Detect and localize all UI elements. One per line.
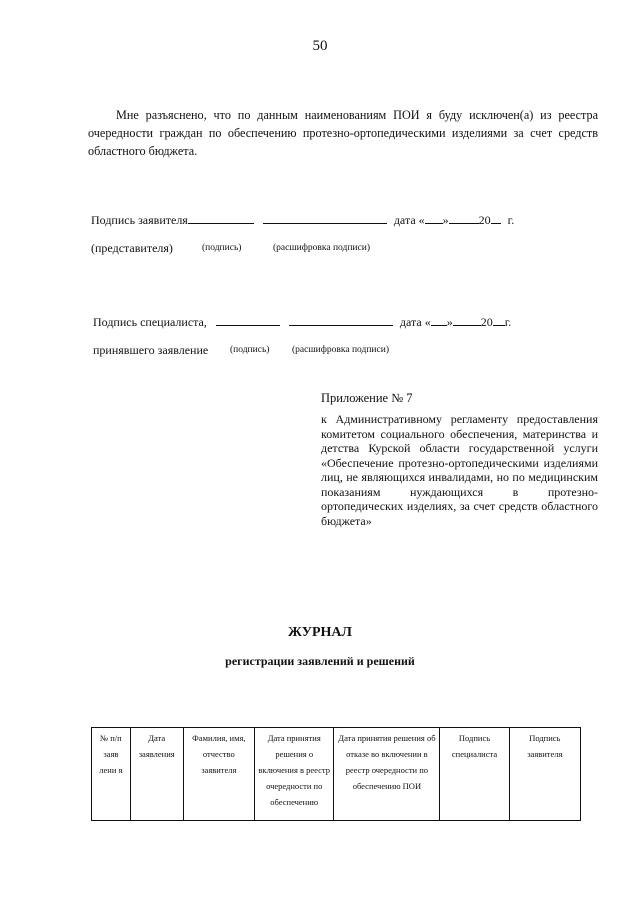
specialist-signature-label: Подпись специалиста, — [93, 315, 207, 329]
applicant-date-prefix: дата « — [393, 213, 425, 227]
specialist-year-prefix: 20 — [480, 315, 493, 329]
column-header-number: № п/п заяв лени я — [92, 728, 131, 821]
column-header-specialist-signature: Подпись специалиста — [440, 728, 509, 821]
column-header-inclusion-date: Дата принятия решения о включения в реестр очередности по обеспечению — [254, 728, 333, 821]
specialist-date-prefix: дата « — [399, 315, 431, 329]
specialist-date-mid: » — [446, 315, 453, 329]
applicant-year-suffix: г. — [507, 213, 515, 227]
page-number: 50 — [312, 38, 328, 54]
specialist-received-label: принявшего заявление — [93, 343, 209, 357]
explanation-paragraph: Мне разъяснено, что по данным наименованиям ПОИ я буду исключен(а) из реестра очередности граждан по обеспечению протезно-ортопедическими изделиями за счет средств областного бюджета. — [88, 108, 598, 158]
applicant-month-field[interactable] — [449, 212, 479, 224]
applicant-signature-label: Подпись заявителя — [91, 213, 188, 227]
applicant-day-field[interactable] — [425, 212, 443, 224]
applicant-year-field[interactable] — [491, 212, 501, 224]
specialist-decoding-hint: (расшифровка подписи) — [292, 345, 389, 355]
journal-header-row — [92, 728, 581, 821]
applicant-decoding-hint: (расшифровка подписи) — [273, 243, 370, 253]
applicant-signature-hint: (подпись) — [202, 243, 242, 253]
specialist-signature-line — [93, 314, 511, 330]
specialist-day-field[interactable] — [431, 314, 447, 326]
column-header-refusal-date: Дата принятия решения об отказе во включении в реестр очередности по обеспечению ПОИ — [334, 728, 440, 821]
applicant-year-prefix: 20 — [478, 213, 491, 227]
journal-title: ЖУРНАЛ — [288, 625, 352, 640]
applicant-signature-line — [91, 212, 514, 228]
column-header-applicant-signature: Подпись заявителя — [509, 728, 580, 821]
applicant-signature-field[interactable] — [188, 212, 254, 224]
journal-table — [91, 727, 581, 821]
specialist-signature-hint: (подпись) — [230, 345, 270, 355]
specialist-name-field[interactable] — [289, 314, 393, 326]
column-header-applicant-name: Фамилия, имя, отчество заявителя — [183, 728, 254, 821]
appendix-title: Приложение № 7 — [321, 391, 413, 405]
journal-subtitle: регистрации заявлений и решений — [225, 654, 415, 668]
column-header-application-date: Дата заявления — [130, 728, 183, 821]
applicant-representative-label: (представителя) — [91, 241, 173, 255]
specialist-year-field[interactable] — [493, 314, 505, 326]
specialist-signature-field[interactable] — [216, 314, 280, 326]
specialist-month-field[interactable] — [453, 314, 481, 326]
appendix-body: к Административному регламенту предоставления комитетом социального обеспечения, материнства и детства Курской области государственной услуги «Обеспечение протезно-ортопедическими изделиями лиц, не являющихся инвалидами, но по медицинским показаниям нуждающихся в протезно-ортопедических изделиях, за счет средств областного бюджета» — [321, 412, 598, 528]
applicant-name-field[interactable] — [263, 212, 387, 224]
applicant-date-mid: » — [442, 213, 449, 227]
specialist-year-suffix: г. — [504, 315, 512, 329]
